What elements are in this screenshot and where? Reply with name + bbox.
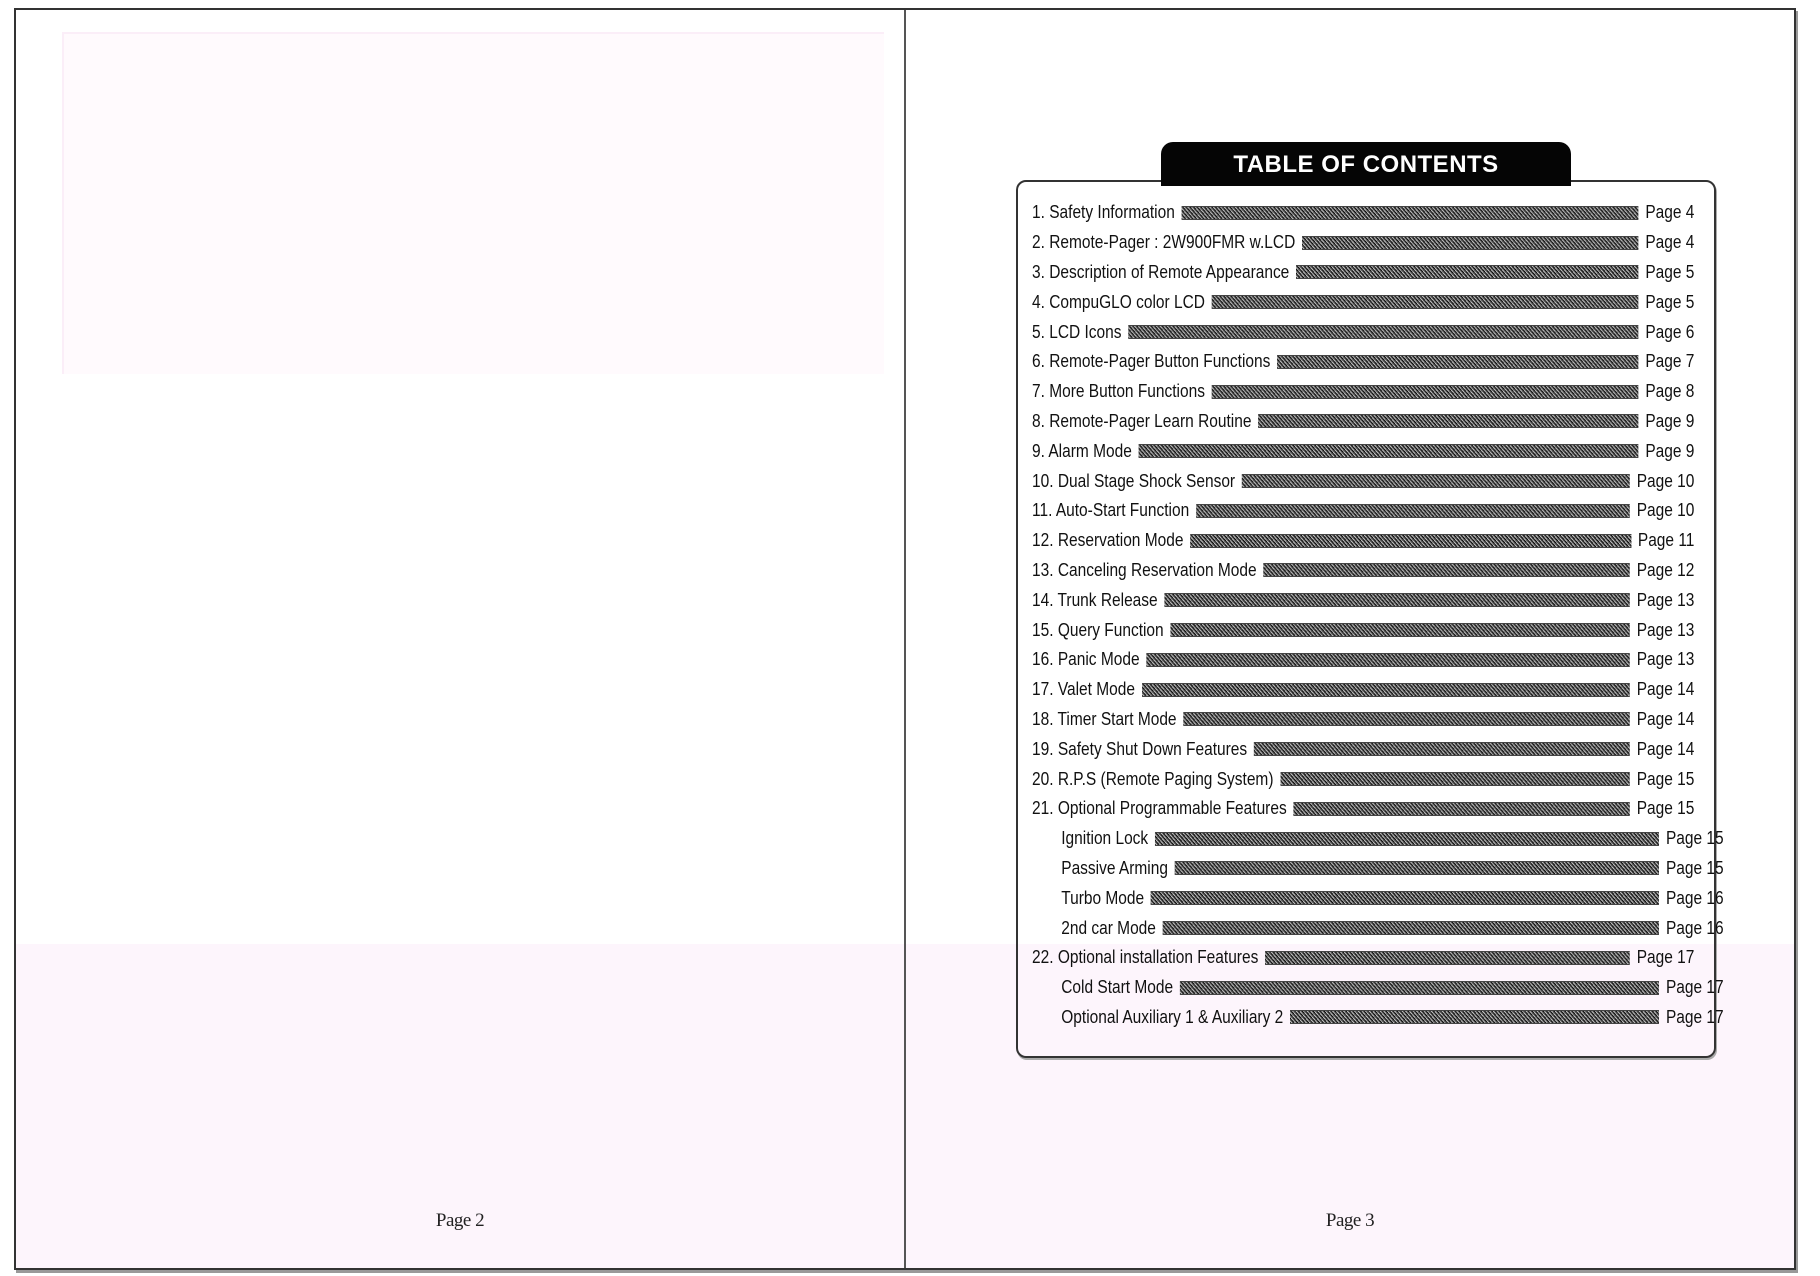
toc-entry[interactable] (1032, 913, 1724, 943)
toc-leader-line (1212, 385, 1639, 399)
toc-list (1032, 198, 1724, 1032)
toc-entry-page: Page 15 (1636, 768, 1695, 789)
toc-entry-label: 3. Description of Remote Appearance (1032, 261, 1290, 282)
toc-entry-page: Page 6 (1645, 321, 1695, 342)
toc-leader-line (1190, 534, 1631, 548)
toc-entry-page: Page 15 (1665, 828, 1724, 849)
toc-entry[interactable] (1032, 317, 1694, 347)
toc-entry-page: Page 9 (1645, 410, 1695, 431)
toc-entry-page: Page 10 (1636, 470, 1695, 491)
toc-entry[interactable] (1032, 883, 1724, 913)
toc-title: TABLE OF CONTENTS (1161, 142, 1571, 186)
toc-entry[interactable] (1032, 436, 1694, 466)
toc-leader-line (1254, 742, 1630, 756)
toc-leader-line (1142, 683, 1630, 697)
toc-entry-label: 2nd car Mode (1061, 917, 1156, 938)
toc-entry-page: Page 14 (1636, 708, 1695, 729)
toc-entry-label: 17. Valet Mode (1032, 679, 1135, 700)
toc-entry-page: Page 11 (1637, 530, 1695, 551)
toc-entry-page: Page 5 (1645, 291, 1695, 312)
toc-entry-page: Page 13 (1636, 589, 1695, 610)
toc-entry-page: Page 15 (1665, 857, 1724, 878)
toc-entry-label: 14. Trunk Release (1032, 589, 1158, 610)
toc-entry-page: Page 5 (1645, 261, 1695, 282)
toc-entry[interactable] (1032, 526, 1694, 556)
toc-entry[interactable] (1032, 347, 1694, 377)
toc-entry[interactable] (1032, 228, 1694, 258)
toc-entry-label: 2. Remote-Pager : 2W900FMR w.LCD (1032, 232, 1296, 253)
toc-entry-label: 8. Remote-Pager Learn Routine (1032, 410, 1252, 431)
toc-entry-label: 4. CompuGLO color LCD (1032, 291, 1205, 312)
toc-entry-label: 15. Query Function (1032, 619, 1164, 640)
toc-leader-line (1296, 265, 1638, 279)
toc-entry[interactable] (1032, 496, 1694, 526)
toc-entry-page: Page 13 (1636, 649, 1695, 670)
toc-entry-label: 9. Alarm Mode (1032, 440, 1132, 461)
toc-entry-label: 13. Canceling Reservation Mode (1032, 559, 1257, 580)
toc-entry-page: Page 14 (1636, 738, 1695, 759)
toc-entry[interactable] (1032, 407, 1694, 437)
toc-entry[interactable] (1032, 585, 1694, 615)
toc-leader-line (1302, 236, 1638, 250)
toc-entry-page: Page 15 (1636, 798, 1695, 819)
toc-entry-page: Page 4 (1645, 232, 1695, 253)
toc-entry-label: 1. Safety Information (1032, 202, 1175, 223)
toc-entry-page: Page 10 (1636, 500, 1695, 521)
toc-leader-line (1263, 563, 1629, 577)
toc-leader-line (1258, 414, 1638, 428)
toc-entry-page: Page 17 (1665, 1006, 1724, 1027)
toc-entry-label: 16. Panic Mode (1032, 649, 1140, 670)
toc-entry[interactable] (1032, 824, 1724, 854)
toc-entry[interactable] (1032, 734, 1694, 764)
toc-leader-line (1196, 504, 1630, 518)
toc-entry-page: Page 9 (1645, 440, 1695, 461)
toc-leader-line (1242, 474, 1630, 488)
toc-entry[interactable] (1032, 615, 1694, 645)
toc-entry[interactable] (1032, 854, 1724, 884)
toc-entry-page: Page 17 (1665, 977, 1724, 998)
toc-entry-label: 19. Safety Shut Down Features (1032, 738, 1248, 759)
toc-entry[interactable] (1032, 973, 1724, 1003)
toc-leader-line (1183, 712, 1629, 726)
toc-entry[interactable] (1032, 705, 1694, 735)
toc-entry-label: 21. Optional Programmable Features (1032, 798, 1287, 819)
toc-entry-label: Cold Start Mode (1061, 977, 1174, 998)
toc-leader-line (1212, 295, 1639, 309)
toc-entry-label: 12. Reservation Mode (1032, 530, 1184, 551)
toc-entry-page: Page 4 (1645, 202, 1695, 223)
toc-entry[interactable] (1032, 198, 1694, 228)
toc-leader-line (1151, 891, 1659, 905)
toc-entry[interactable] (1032, 287, 1694, 317)
toc-entry-label: 11. Auto-Start Function (1032, 500, 1190, 521)
left-page-number: Page 2 (435, 1210, 485, 1231)
toc-entry[interactable] (1032, 556, 1694, 586)
toc-entry[interactable] (1032, 377, 1694, 407)
toc-entry-label: Optional Auxiliary 1 & Auxiliary 2 (1061, 1006, 1284, 1027)
toc-entry[interactable] (1032, 794, 1694, 824)
toc-leader-line (1294, 802, 1630, 816)
toc-entry-page: Page 16 (1665, 887, 1724, 908)
toc-entry[interactable] (1032, 1003, 1724, 1033)
toc-entry-page: Page 7 (1645, 351, 1695, 372)
toc-entry-page: Page 17 (1636, 947, 1695, 968)
toc-entry[interactable] (1032, 645, 1694, 675)
toc-entry[interactable] (1032, 258, 1694, 288)
left-page (16, 10, 906, 1268)
toc-entry-label: 5. LCD Icons (1032, 321, 1122, 342)
toc-entry-label: 10. Dual Stage Shock Sensor (1032, 470, 1236, 491)
toc-entry-label: 6. Remote-Pager Button Functions (1032, 351, 1271, 372)
toc-leader-line (1155, 832, 1659, 846)
toc-leader-line (1175, 861, 1659, 875)
toc-leader-line (1165, 593, 1630, 607)
toc-entry[interactable] (1032, 764, 1694, 794)
toc-leader-line (1182, 206, 1639, 220)
toc-entry-label: 18. Timer Start Mode (1032, 708, 1177, 729)
toc-entry-page: Page 8 (1645, 381, 1695, 402)
toc-entry-label: 22. Optional installation Features (1032, 947, 1259, 968)
toc-entry[interactable] (1032, 466, 1694, 496)
blank-content-area (62, 32, 884, 374)
toc-entry-page: Page 14 (1636, 679, 1695, 700)
toc-entry-page: Page 13 (1636, 619, 1695, 640)
toc-leader-line (1128, 325, 1638, 339)
toc-leader-line (1265, 951, 1630, 965)
toc-leader-line (1146, 653, 1629, 667)
toc-leader-line (1171, 623, 1630, 637)
toc-entry-label: Passive Arming (1061, 857, 1168, 878)
right-page (906, 10, 1794, 1268)
toc-entry-label: 7. More Button Functions (1032, 381, 1205, 402)
toc-leader-line (1290, 1010, 1659, 1024)
document-spread (14, 8, 1796, 1270)
toc-leader-line (1280, 772, 1629, 786)
toc-entry-page: Page 16 (1665, 917, 1724, 938)
right-page-number: Page 3 (1325, 1210, 1375, 1231)
toc-leader-line (1163, 921, 1659, 935)
toc-entry-label: 20. R.P.S (Remote Paging System) (1032, 768, 1274, 789)
toc-entry-label: Ignition Lock (1061, 828, 1149, 849)
toc-entry[interactable] (1032, 675, 1694, 705)
toc-entry[interactable] (1032, 943, 1694, 973)
toc-leader-line (1139, 444, 1639, 458)
toc-leader-line (1277, 355, 1638, 369)
toc-leader-line (1180, 981, 1659, 995)
toc-entry-label: Turbo Mode (1061, 887, 1145, 908)
toc-entry-page: Page 12 (1636, 559, 1695, 580)
